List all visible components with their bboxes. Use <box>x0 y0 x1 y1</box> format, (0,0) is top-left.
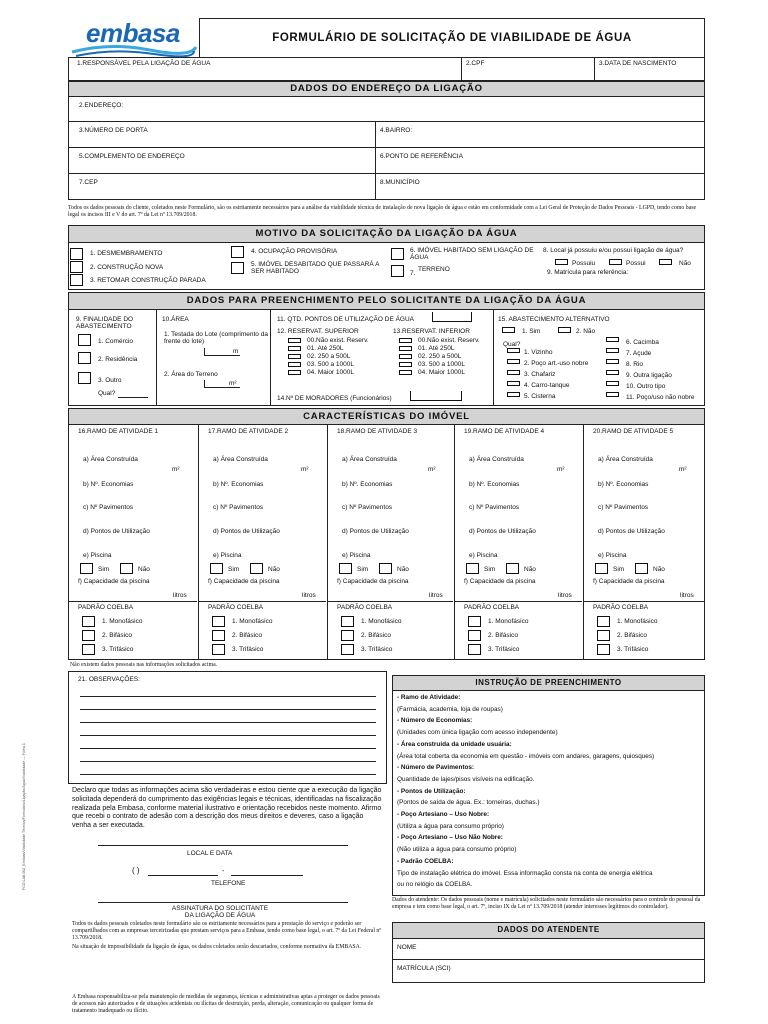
testada-unit: m <box>233 348 239 355</box>
padrao-divider <box>584 601 704 602</box>
instrucao-line: - Padrão COELBA: <box>397 857 454 865</box>
possuiu-checkbox[interactable] <box>555 259 568 265</box>
capacidade-piscina-label: f) Capacidade da piscina <box>464 578 536 585</box>
piscina-label: e) Piscina <box>342 552 371 559</box>
possuiu-label: Possuiu <box>572 260 596 267</box>
litros-unit: litros <box>302 592 316 599</box>
piscina-sim-label: Sim <box>484 566 496 573</box>
moradores-label: 14.Nº DE MORADORES (Funcionários) <box>277 395 392 402</box>
birthdate-field[interactable]: 3.DATA DE NASCIMENTO <box>594 57 705 81</box>
res-inf-checkbox[interactable] <box>399 346 412 351</box>
padrao-option-label: 1. Monofásico <box>488 618 529 625</box>
ramo-atividade-title: 18.RAMO DE ATIVIDADE 3 <box>337 428 418 435</box>
piscina-nao-checkbox[interactable] <box>379 563 392 574</box>
nao-possui-checkbox[interactable] <box>659 259 672 265</box>
instrucao-line: - Número de Pavimentos: <box>397 764 475 772</box>
res-inf-checkbox[interactable] <box>399 362 412 367</box>
area-construida-label: a) Área Construída <box>83 456 138 463</box>
lgpd-note-4: A Embasa responsabiliza-se pela manutenção de medidas de segurança, técnicas e administrativas aptas a proteger os dados pessoais de acessos não autorizados e de situações acidentais ou ilícitas de destruição, perda, alteração, comunicação ou qualquer forma de tratamento inadequado ou ilícito. <box>72 994 380 1015</box>
padrao-option-label: 3. Trifásico <box>361 646 393 653</box>
instrucao-line: ou no relógio da COELBA. <box>397 881 473 889</box>
area-terreno-label: 2. Área do Terreno <box>164 371 218 378</box>
padrao-checkbox[interactable] <box>597 630 610 641</box>
piscina-sim-label: Sim <box>98 566 110 573</box>
construcao-nova-label: 2. CONSTRUÇÃO NOVA <box>90 264 164 271</box>
res-inf-option: 04. Maior 1000L <box>418 369 465 376</box>
res-sup-checkbox[interactable] <box>288 346 301 351</box>
endereco-field[interactable]: 2.ENDEREÇO: <box>68 96 705 122</box>
declaration-text: Declaro que todas as informações acima são verdadeiras e estou ciente que a execução da ligação solicitada dependerá do cumprimento das exigências legais e técnicas, identificadas na fiscalização realizada pela Embasa, conforme material ilustrativo e orientação recebidos neste momento. Afirmo que recebi o contrato de adesão com a descrição dos meus direitos e deveres, caso a ligação venha a ser executada. <box>72 787 382 829</box>
alt-option-label: 10. Outro tipo <box>626 383 666 390</box>
instrucao-line: (Farmácia, academia, loja de roupas) <box>397 705 503 713</box>
padrao-checkbox[interactable] <box>341 616 354 627</box>
form-title: FORMULÁRIO DE SOLICITAÇÃO DE VIABILIDADE DE ÁGUA <box>272 32 632 44</box>
alt-option-label: 2. Poço art.-uso nobre <box>524 360 589 367</box>
economias-label: b) Nº. Economias <box>598 481 649 488</box>
res-inf-option: 03. 500 a 1000L <box>418 361 465 368</box>
padrao-coelba-label: PADRÃO COELBA <box>593 604 649 611</box>
padrao-checkbox[interactable] <box>212 630 225 641</box>
res-sup-option: 01. Até 250L <box>307 345 344 352</box>
observacoes-label: 21. OBSERVAÇÕES: <box>78 676 140 683</box>
padrao-option-label: 1. Monofásico <box>617 618 658 625</box>
alt-option-checkbox[interactable] <box>606 348 619 353</box>
padrao-checkbox[interactable] <box>212 644 225 655</box>
capacidade-piscina-label: f) Capacidade da piscina <box>208 578 280 585</box>
res-sup-checkbox[interactable] <box>288 362 301 367</box>
telefone-label: TELEFONE <box>211 880 246 887</box>
qual-label: Qual? <box>98 390 116 397</box>
municipio-field[interactable]: 8.MUNICÍPIO <box>375 173 705 200</box>
instrucao-line: (Utiliza a água para consumo próprio) <box>397 822 504 830</box>
construcao-nova-checkbox[interactable] <box>70 261 83 273</box>
imovel-desabitado-checkbox[interactable] <box>231 262 244 274</box>
res-sup-option: 04. Maior 1000L <box>307 369 354 376</box>
piscina-nao-checkbox[interactable] <box>120 563 133 574</box>
terreno-number: 7. <box>410 270 416 277</box>
litros-unit: litros <box>173 592 187 599</box>
moradores-input[interactable] <box>410 391 462 401</box>
res-inf-option: 02. 250 a 500L <box>418 353 462 360</box>
padrao-option-label: 2. Bifásico <box>488 632 518 639</box>
reservatorio-inferior-label: 13.RESERVAT. INFERIOR <box>393 328 470 335</box>
alt-option-checkbox[interactable] <box>606 392 619 397</box>
instrucao-line: Quantidade de lajes/pisos visíveis na edificação. <box>397 775 535 783</box>
area-construida-unit: m² <box>172 466 180 473</box>
padrao-checkbox[interactable] <box>82 616 95 627</box>
lgpd-note-3: Na situação de impossibilidade da ligação de água, os dados coletados serão descartados, conforme normativa da EMBASA. <box>72 944 362 950</box>
padrao-coelba-label: PADRÃO COELBA <box>337 604 393 611</box>
motivo-heading: MOTIVO DA SOLICITAÇÃO DA LIGAÇÃO DA ÁGUA <box>68 225 705 243</box>
logo-wave-icon <box>70 44 198 58</box>
qtd-pontos-label: 11. QTD. PONTOS DE UTILIZAÇÃO DE ÁGUA <box>277 316 415 323</box>
alt-option-checkbox[interactable] <box>606 381 619 386</box>
observacoes-box <box>68 671 387 784</box>
padrao-option-label: 3. Trifásico <box>102 646 134 653</box>
economias-label: b) Nº. Economias <box>213 481 264 488</box>
piscina-nao-label: Não <box>397 566 409 573</box>
instrucao-line: - Número de Economias: <box>397 717 473 725</box>
logo-wordmark: embasa <box>86 18 180 48</box>
res-sup-option: 02. 250 a 500L <box>307 353 351 360</box>
capacidade-piscina-label: f) Capacidade da piscina <box>337 578 409 585</box>
piscina-label: e) Piscina <box>469 552 498 559</box>
nao-possui-label: Não <box>679 260 691 267</box>
piscina-label: e) Piscina <box>598 552 627 559</box>
res-inf-option: 01. Até 250L <box>418 345 455 352</box>
observacoes-line <box>80 735 376 736</box>
lgpd-note: Todos os dados pessoais do cliente, coletados neste Formulário, são os estritamente necessários para a análise da viabilidade técnica de instalação de nova ligação de água e estão em conformidade com a Lei Geral de Proteção de Dados Pessoais - LGPD, tendo como base legal os incisos III e V do art. 7º da Lei nº 13.709/2018. <box>68 205 697 219</box>
alt-option-checkbox[interactable] <box>507 381 520 386</box>
observacoes-line <box>80 748 376 749</box>
alt-qual-label: Qual? <box>503 341 521 348</box>
padrao-option-label: 2. Bifásico <box>361 632 391 639</box>
imovel-habitado-checkbox[interactable] <box>391 248 404 260</box>
padrao-option-label: 2. Bifásico <box>617 632 647 639</box>
alt-option-label: 8. Rio <box>626 361 643 368</box>
capacidade-piscina-label: f) Capacidade da piscina <box>78 578 150 585</box>
assinatura-label: ASSINATURA DO SOLICITANTE DA LIGAÇÃO DE ÁGUA <box>171 905 269 919</box>
ramo-atividade-title: 17.RAMO DE ATIVIDADE 2 <box>208 428 289 435</box>
padrao-checkbox[interactable] <box>82 630 95 641</box>
pavimentos-label: c) Nº Pavimentos <box>83 504 134 511</box>
pavimentos-label: c) Nº Pavimentos <box>469 504 520 511</box>
instrucao-line: (Unidades com única ligação com acesso independente) <box>397 729 558 737</box>
matricula-referencia-label: 9. Matrícula para referência: <box>547 269 629 276</box>
alt-option-label: 6. Cacimba <box>626 339 659 346</box>
instrucao-line: (Não utiliza a água para consumo próprio) <box>397 846 517 854</box>
piscina-sim-checkbox[interactable] <box>595 563 608 574</box>
padrao-option-label: 2. Bifásico <box>102 632 132 639</box>
observacoes-line <box>80 722 376 723</box>
imovel-habitado-label: 6. IMÓVEL HABITADO SEM LIGAÇÃO DE ÁGUA <box>410 247 534 261</box>
padrao-coelba-label: PADRÃO COELBA <box>78 604 134 611</box>
side-code: FCO.LAB.002_Embasa/Viabilidade Técnica/Formulário/Ligação/Água/Viabilidade — Folha 1 <box>22 743 26 890</box>
atendente-matricula-label: MATRÍCULA (SCI) <box>397 965 451 972</box>
numero-porta-field[interactable]: 3.NÚMERO DE PORTA <box>68 121 376 148</box>
imovel-desabitado-label: 5. IMÓVEL DESABITADO QUE PASSARÁ A SER HABITADO <box>251 261 380 275</box>
possui-label: Possui <box>626 260 646 267</box>
lgpd-note-2: Todos os dados pessoais coletados neste formulário são os estritamente necessários para a prestação do serviço e poderão ser compartilhados com as empresas terceirizadas que prestam serviços para a Embasa, tendo como base legal, o art. 7º da Lei Federal nº 13.709/2018. <box>72 921 382 942</box>
endereco-heading: DADOS DO ENDEREÇO DA LIGAÇÃO <box>68 81 705 97</box>
instrucao-heading: INSTRUÇÃO DE PREENCHIMENTO <box>392 675 705 691</box>
padrao-checkbox[interactable] <box>341 644 354 655</box>
padrao-divider <box>69 601 197 602</box>
embasa-logo <box>70 14 198 60</box>
instrucao-line: (Área total coberta da economia em questão - imóveis com andares, garagens, quiosques) <box>397 752 655 760</box>
piscina-sim-label: Sim <box>357 566 369 573</box>
res-sup-checkbox[interactable] <box>288 354 301 359</box>
area-construida-unit: m² <box>301 466 309 473</box>
column-divider <box>198 425 199 659</box>
alt-option-checkbox[interactable] <box>606 337 619 342</box>
padrao-checkbox[interactable] <box>212 616 225 627</box>
atendente-nome-label: NOME <box>397 944 417 951</box>
comercio-label: 1. Comércio <box>98 338 134 345</box>
column-divider <box>327 425 328 659</box>
abastecimento-alternativo-label: 15. ABASTECIMENTO ALTERNATIVO <box>498 316 610 323</box>
res-sup-option: 00.Não exist. Reserv. <box>307 337 369 344</box>
instrucao-line: - Pontos de Utilização: <box>397 787 466 795</box>
alt-sim-checkbox[interactable] <box>502 327 515 333</box>
alt-option-label: 3. Chafariz <box>524 371 556 378</box>
area-construida-unit: m² <box>428 466 436 473</box>
retomar-construcao-checkbox[interactable] <box>70 274 83 286</box>
alt-option-checkbox[interactable] <box>507 392 520 397</box>
observacoes-line <box>80 709 376 710</box>
piscina-nao-label: Não <box>524 566 536 573</box>
res-sup-checkbox[interactable] <box>288 338 301 343</box>
cep-field[interactable]: 7.CEP <box>68 173 376 200</box>
ramo-atividade-title: 20.RAMO DE ATIVIDADE 5 <box>593 428 674 435</box>
padrao-checkbox[interactable] <box>341 630 354 641</box>
residencia-checkbox[interactable] <box>78 352 91 364</box>
padrao-option-label: 2. Bifásico <box>232 632 262 639</box>
alt-nao-checkbox[interactable] <box>558 327 571 333</box>
piscina-label: e) Piscina <box>83 552 112 559</box>
litros-unit: litros <box>680 592 694 599</box>
outro-label: 3. Outro <box>98 377 122 384</box>
alt-option-label: 4. Carro-tanque <box>524 382 570 389</box>
padrao-divider <box>199 601 326 602</box>
atendente-nome-field[interactable] <box>393 938 704 960</box>
comercio-checkbox[interactable] <box>78 334 91 346</box>
economias-label: b) Nº. Economias <box>83 481 134 488</box>
piscina-sim-checkbox[interactable] <box>339 563 352 574</box>
cpf-field[interactable]: 2.CPF <box>461 57 595 81</box>
ocupacao-provisoria-label: 4. OCUPAÇÃO PROVISÓRIA <box>251 248 338 255</box>
pontos-utilizacao-label: d) Pontos de Utilização <box>342 528 409 535</box>
res-sup-checkbox[interactable] <box>288 370 301 375</box>
telefone-area-code: ( ) <box>132 866 140 875</box>
area-construida-label: a) Área Construída <box>342 456 397 463</box>
pavimentos-label: c) Nº Pavimentos <box>598 504 649 511</box>
res-sup-option: 03. 500 a 1000L <box>307 361 354 368</box>
padrao-divider <box>328 601 453 602</box>
pontos-utilizacao-label: d) Pontos de Utilização <box>598 528 665 535</box>
piscina-nao-checkbox[interactable] <box>635 563 648 574</box>
area-terreno-unit: m² <box>229 380 237 387</box>
padrao-option-label: 3. Trifásico <box>488 646 520 653</box>
padrao-option-label: 3. Trifásico <box>617 646 649 653</box>
padrao-coelba-label: PADRÃO COELBA <box>208 604 264 611</box>
alt-option-checkbox[interactable] <box>507 359 520 364</box>
area-construida-label: a) Área Construída <box>598 456 653 463</box>
desmembramento-label: 1. DESMEMBRAMENTO <box>90 250 163 257</box>
alt-option-checkbox[interactable] <box>507 370 520 375</box>
local-possuiu-label: 8. Local já possuiu e/ou possui ligação de água? <box>543 247 684 254</box>
outro-checkbox[interactable] <box>78 372 91 384</box>
observacoes-line <box>80 696 376 697</box>
ramo-atividade-title: 19.RAMO DE ATIVIDADE 4 <box>464 428 545 435</box>
alt-option-label: 1. Vizinho <box>524 349 553 356</box>
caracteristicas-heading: CARACTERÍSTICAS DO IMÓVEL <box>68 408 705 425</box>
column-divider <box>583 425 584 659</box>
instrucao-line: Tipo de instalação elétrica do imóvel. Essa informação consta na conta de energia elétrica <box>397 869 653 877</box>
complemento-field[interactable]: 5.COMPLEMENTO DE ENDEREÇO <box>68 147 376 174</box>
testada-label: 1. Testada do Lote (comprimento da frente do lote) <box>164 331 268 345</box>
atendente-heading: DADOS DO ATENDENTE <box>392 922 705 939</box>
litros-unit: litros <box>558 592 572 599</box>
padrao-option-label: 1. Monofásico <box>361 618 402 625</box>
area-construida-unit: m² <box>557 466 565 473</box>
economias-label: b) Nº. Economias <box>469 481 520 488</box>
alt-option-checkbox[interactable] <box>507 348 520 353</box>
pontos-utilizacao-label: d) Pontos de Utilização <box>213 528 280 535</box>
ocupacao-provisoria-checkbox[interactable] <box>231 246 244 258</box>
bairro-field[interactable]: 4.BAIRRO: <box>375 121 705 148</box>
qtd-pontos-input[interactable] <box>432 312 472 322</box>
pavimentos-label: c) Nº Pavimentos <box>213 504 264 511</box>
pontos-utilizacao-label: d) Pontos de Utilização <box>469 528 536 535</box>
area-label: 10.ÁREA <box>162 316 189 323</box>
padrao-option-label: 1. Monofásico <box>102 618 143 625</box>
terreno-checkbox[interactable] <box>391 265 404 277</box>
form-title-box <box>199 18 705 58</box>
piscina-sim-checkbox[interactable] <box>210 563 223 574</box>
finalidade-label: 9. FINALIDADE DO ABASTECIMENTO <box>76 316 134 330</box>
litros-unit: litros <box>429 592 443 599</box>
observacoes-line <box>80 774 376 775</box>
instrucao-line: - Ramo de Atividade: <box>397 694 461 701</box>
alt-option-label: 5. Cisterna <box>524 393 556 400</box>
observacoes-line <box>80 761 376 762</box>
piscina-nao-label: Não <box>138 566 150 573</box>
pavimentos-label: c) Nº Pavimentos <box>342 504 393 511</box>
referencia-field[interactable]: 6.PONTO DE REFERÊNCIA <box>375 147 705 174</box>
area-construida-label: a) Área Construída <box>213 456 268 463</box>
alt-option-label: 11. Poço/uso não nobre <box>626 394 695 401</box>
instrucao-line: (Pontos de saída de água. Ex.: torneiras, duchas.) <box>397 799 540 807</box>
piscina-nao-label: Não <box>268 566 280 573</box>
padrao-checkbox[interactable] <box>468 644 481 655</box>
alt-sim-label: 1. Sim <box>522 328 541 335</box>
terreno-label: TERRENO <box>418 266 450 273</box>
piscina-nao-checkbox[interactable] <box>506 563 519 574</box>
padrao-checkbox[interactable] <box>82 644 95 655</box>
responsavel-field[interactable]: 1.RESPONSÁVEL PELA LIGAÇÃO DE ÁGUA <box>68 57 462 81</box>
piscina-nao-checkbox[interactable] <box>250 563 263 574</box>
ramo-atividade-title: 16.RAMO DE ATIVIDADE 1 <box>78 428 159 435</box>
alt-nao-label: 2. Não <box>576 328 596 335</box>
pontos-utilizacao-label: d) Pontos de Utilização <box>83 528 150 535</box>
instrucao-line: - Poço Artesiano – Uso Nobre: <box>397 811 490 818</box>
piscina-sim-checkbox[interactable] <box>466 563 479 574</box>
padrao-checkbox[interactable] <box>468 630 481 641</box>
reservatorio-superior-label: 12. RESERVAT. SUPERIOR <box>277 328 359 335</box>
capacidade-piscina-label: f) Capacidade da piscina <box>593 578 665 585</box>
res-inf-checkbox[interactable] <box>399 354 412 359</box>
instrucao-line: - Área construída da unidade usuária: <box>397 740 512 748</box>
no-personal-note: Não existem dados pessoais nas informações solicitados acima. <box>70 662 218 668</box>
padrao-coelba-label: PADRÃO COELBA <box>464 604 520 611</box>
preenchimento-heading: DADOS PARA PREENCHIMENTO PELO SOLICITANTE DA LIGAÇÃO DA ÁGUA <box>68 292 705 310</box>
area-construida-label: a) Área Construída <box>469 456 524 463</box>
alt-option-checkbox[interactable] <box>606 359 619 364</box>
res-inf-option: 00.Não exist. Reserv. <box>418 337 480 344</box>
padrao-checkbox[interactable] <box>597 616 610 627</box>
padrao-divider <box>455 601 582 602</box>
atendente-note: Dados do atendente: Os dados pessoais (nome e matrícula) solicitados neste formulário são necessários para o controle do pessoal da empresa e tem como base legal, o art. 7º, inciso IX da Lei nº 13.709/2018 (atender interesses legítimos do controlador). <box>392 897 701 911</box>
alt-option-checkbox[interactable] <box>606 370 619 375</box>
retomar-construcao-label: 3. RETOMAR CONSTRUÇÃO PARADA <box>90 277 206 284</box>
column-divider <box>454 425 455 659</box>
residencia-label: 2. Residência <box>98 356 138 363</box>
alt-option-label: 7. Açude <box>626 350 652 357</box>
res-inf-checkbox[interactable] <box>399 370 412 375</box>
padrao-checkbox[interactable] <box>468 616 481 627</box>
local-data-label: LOCAL E DATA <box>187 850 233 857</box>
desmembramento-checkbox[interactable] <box>70 248 83 260</box>
padrao-option-label: 1. Monofásico <box>232 618 273 625</box>
piscina-sim-label: Sim <box>228 566 240 573</box>
economias-label: b) Nº. Economias <box>342 481 393 488</box>
area-construida-unit: m² <box>679 466 687 473</box>
instrucao-line: - Poço Artesiano – Uso Não Nobre: <box>397 834 503 842</box>
padrao-option-label: 3. Trifásico <box>232 646 264 653</box>
piscina-nao-label: Não <box>653 566 665 573</box>
possui-checkbox[interactable] <box>609 259 622 265</box>
piscina-sim-label: Sim <box>613 566 625 573</box>
alt-option-label: 9. Outra ligação <box>626 372 672 379</box>
padrao-checkbox[interactable] <box>597 644 610 655</box>
piscina-label: e) Piscina <box>213 552 242 559</box>
res-inf-checkbox[interactable] <box>399 338 412 343</box>
piscina-sim-checkbox[interactable] <box>80 563 93 574</box>
